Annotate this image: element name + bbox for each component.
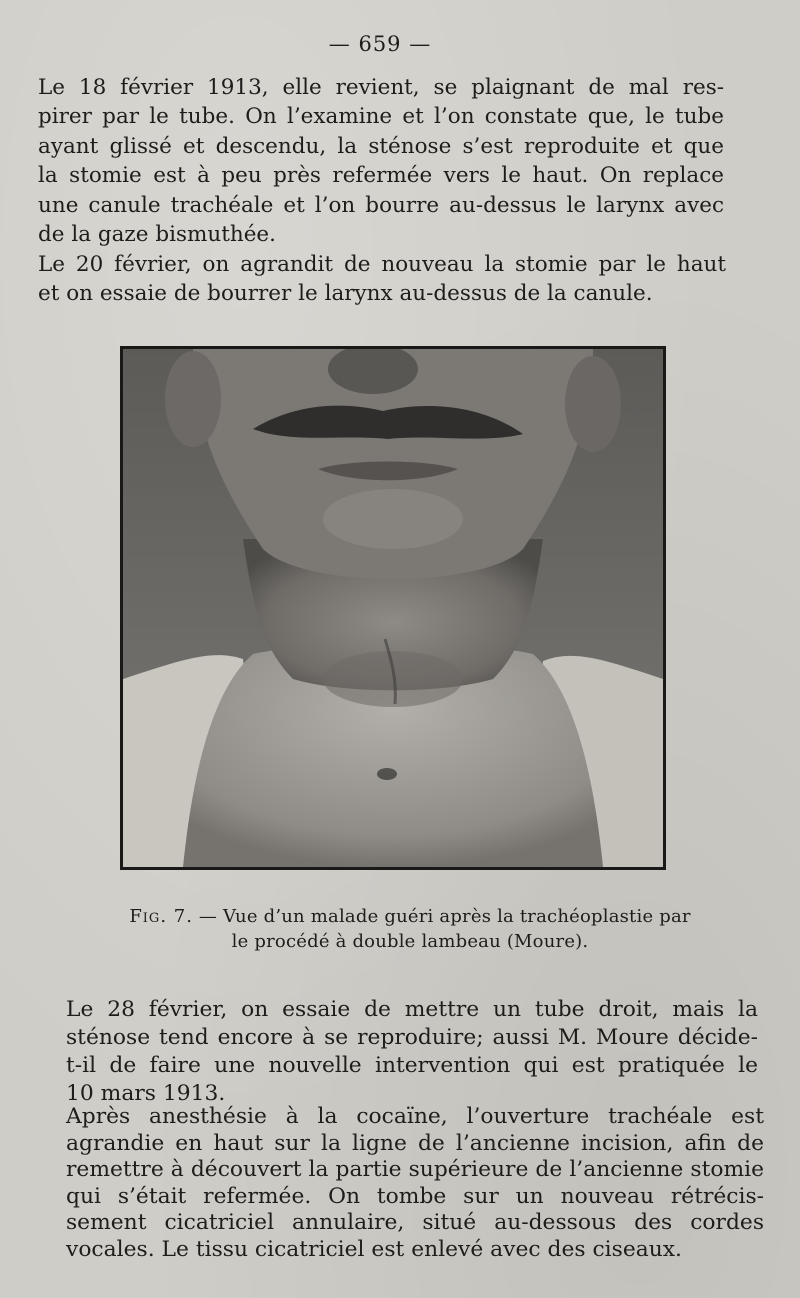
text-line: Le 28 février, on essaie de mettre un tube droit, mais la xyxy=(66,997,758,1022)
text-line: t-il de faire une nouvelle intervention qui est pratiquée le xyxy=(66,1053,758,1078)
text-line: remettre à découvert la partie supérieure de l’ancienne stomie xyxy=(66,1157,764,1183)
text-line: sténose tend encore à se reproduire; aussi M. Moure décide- xyxy=(66,1025,758,1050)
paragraph xyxy=(38,250,726,309)
patient-neck-photo xyxy=(123,349,663,867)
text-line: de la gaze bismuthée. xyxy=(38,222,276,248)
text-line: et on essaie de bourrer le larynx au-dessus de la canule. xyxy=(38,281,653,307)
text-line: sement cicatriciel annulaire, situé au-dessous des cordes xyxy=(66,1210,764,1236)
text-line: Après anesthésie à la cocaïne, l’ouverture trachéale est xyxy=(66,1104,764,1129)
caption-text: — Vue d’un malade guéri après la trachéoplastie par xyxy=(198,906,691,927)
text-line: Le 18 février 1913, elle revient, se plaignant de mal res- xyxy=(38,75,724,100)
text-line: agrandie en haut sur la ligne de l’ancienne incision, afin de xyxy=(66,1130,764,1156)
caption-line xyxy=(100,904,720,929)
text-line: qui s’était refermée. On tombe sur un nouveau rétrécis- xyxy=(66,1183,764,1209)
figure-label: Fig. 7. xyxy=(129,906,193,927)
text-line: 10 mars 1913. xyxy=(66,1081,226,1106)
text-line: la stomie est à peu près refermée vers le haut. On replace xyxy=(38,163,724,189)
text-line: Le 20 février, on agrandit de nouveau la stomie par le haut xyxy=(38,252,726,277)
figure-photograph xyxy=(120,346,666,870)
text-line: une canule trachéale et l’on bourre au-dessus le larynx avec xyxy=(38,192,724,218)
paragraph xyxy=(66,1104,764,1264)
text-line: ayant glissé et descendu, la sténose s’est reproduite et que xyxy=(38,133,724,159)
caption-line: le procédé à double lambeau (Moure). xyxy=(231,931,589,952)
text-line: vocales. Le tissu cicatriciel est enlevé avec des ciseaux. xyxy=(66,1236,682,1262)
page-number: — 659 — xyxy=(328,32,432,56)
paragraph xyxy=(38,73,724,249)
paragraph xyxy=(66,996,758,1108)
figure-caption xyxy=(100,904,720,954)
text-line: pirer par le tube. On l’examine et l’on constate que, le tube xyxy=(38,104,724,130)
